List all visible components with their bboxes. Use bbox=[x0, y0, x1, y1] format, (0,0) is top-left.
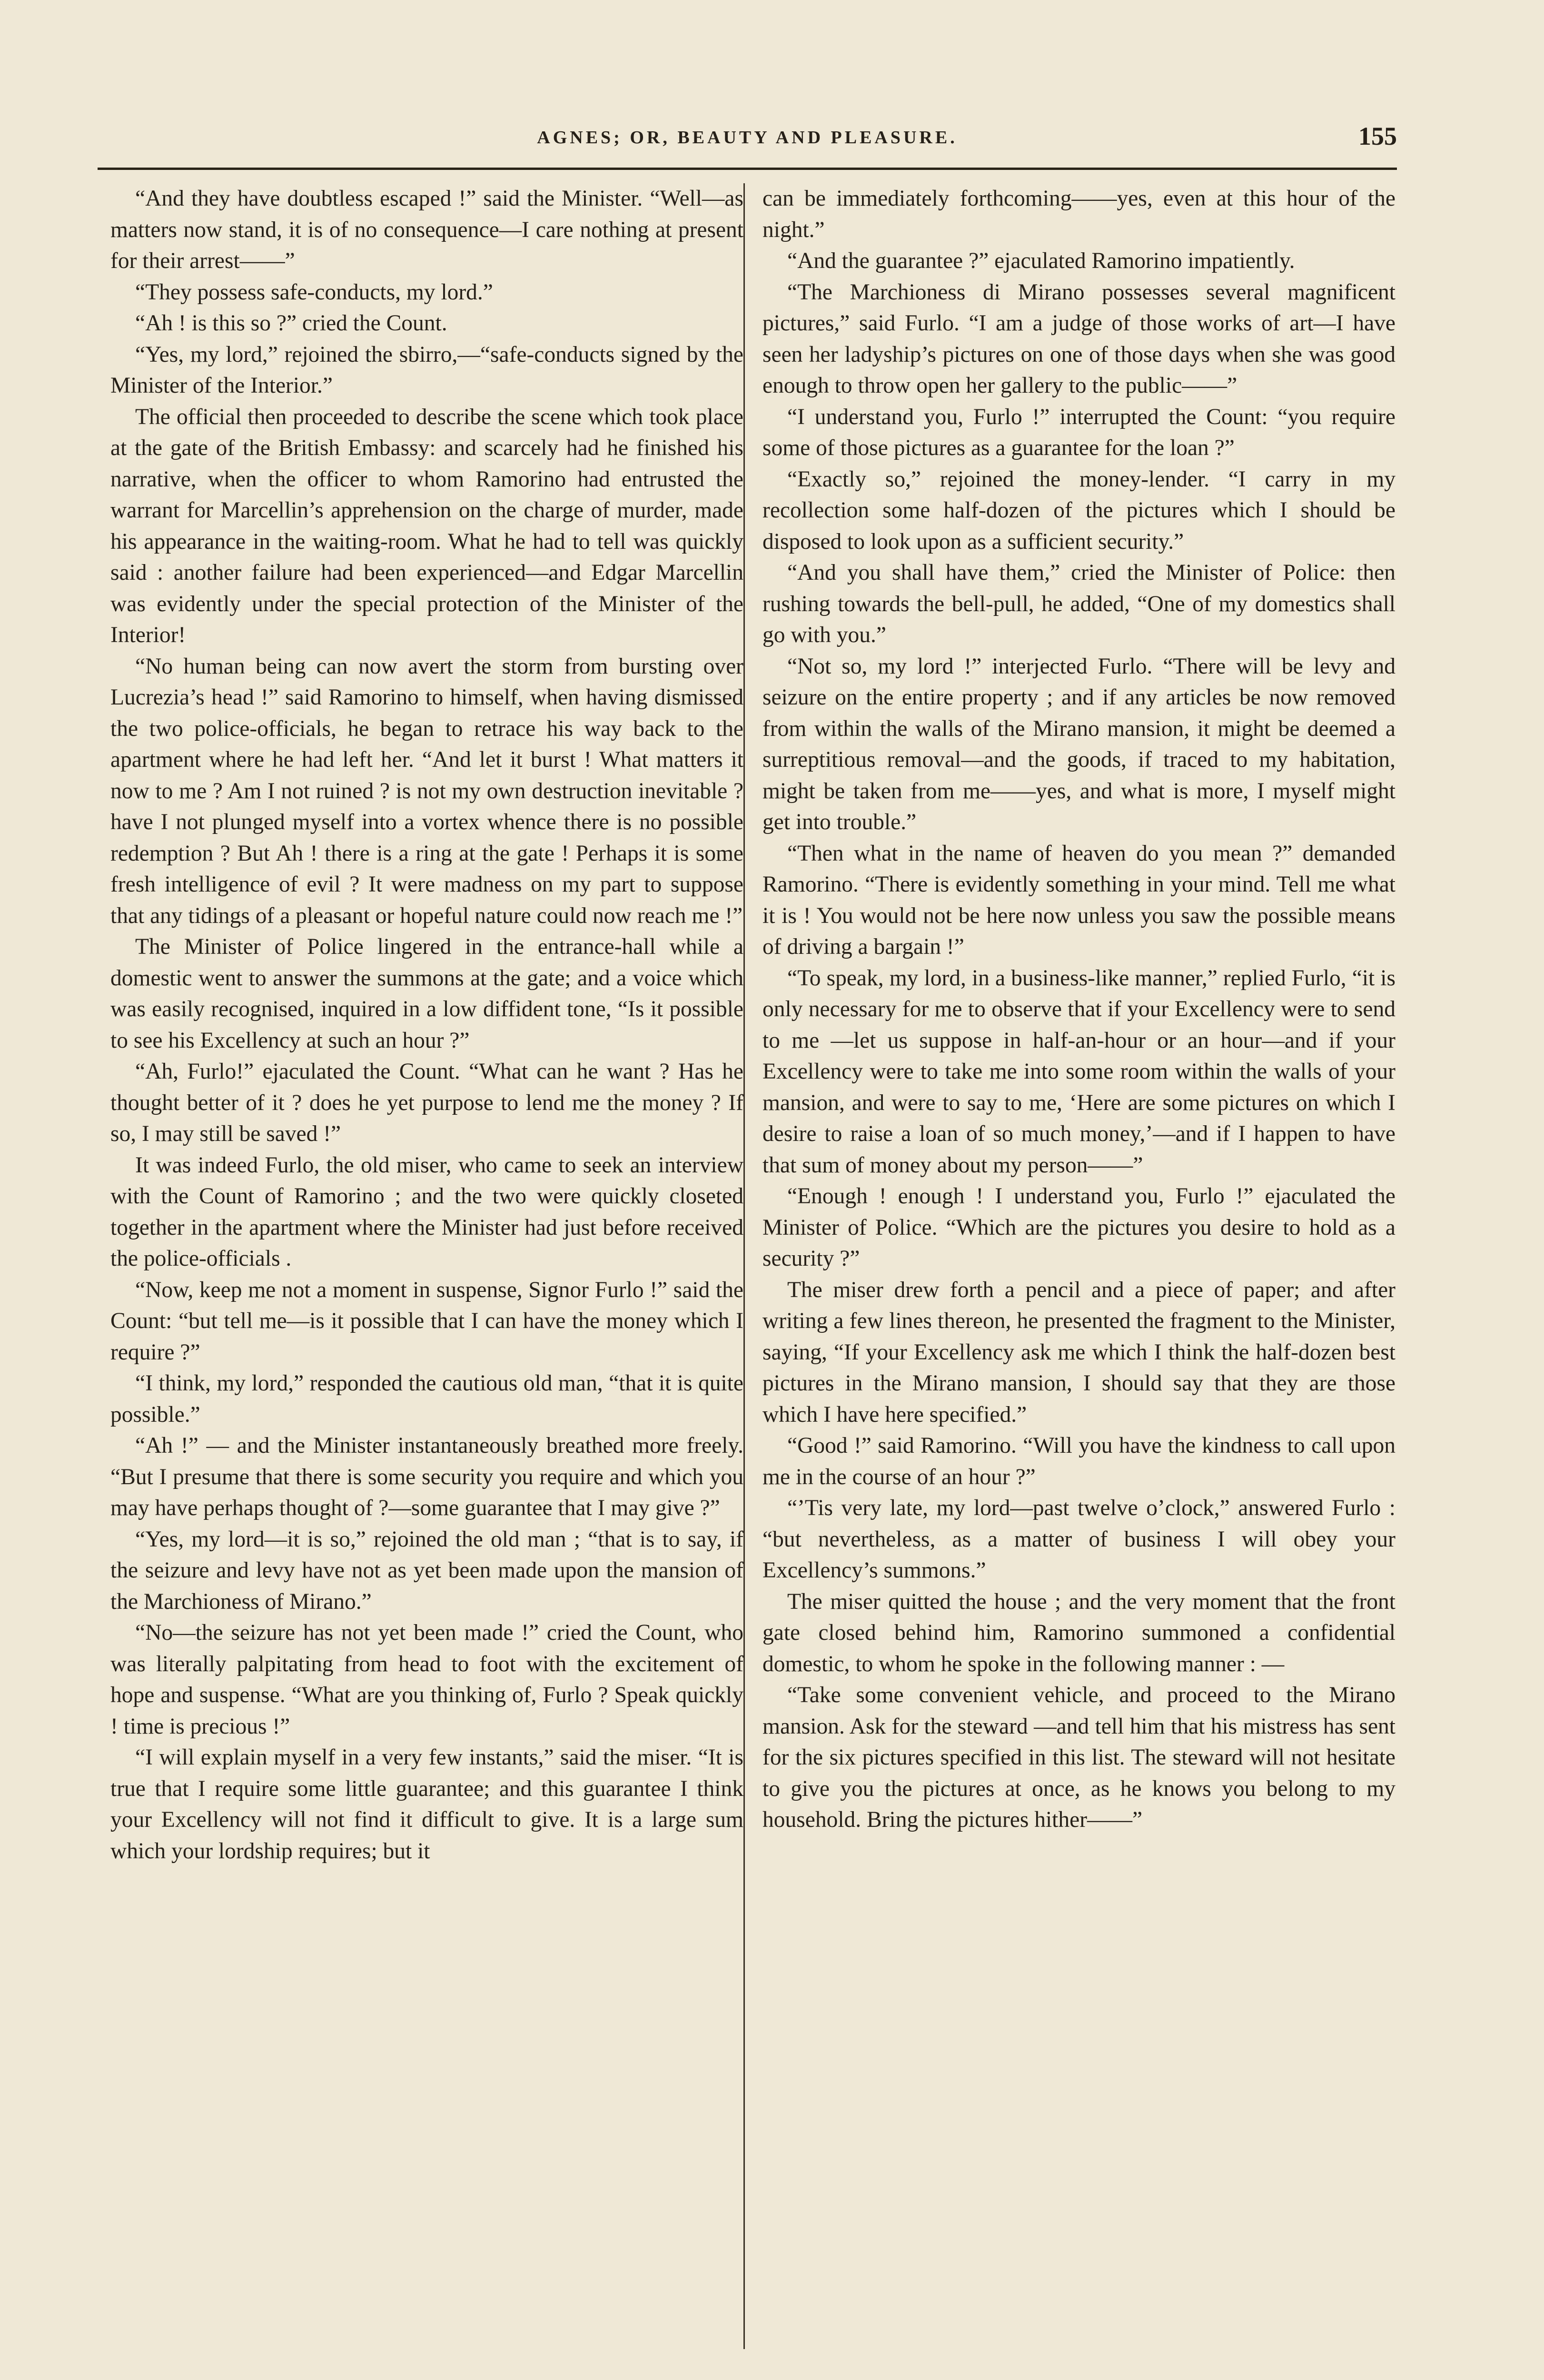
paragraph: “Ah, Furlo!” ejaculated the Count. “What can he want ? Has he thought better of it ? does he yet purpose to lend me the money ? If so, I may still be saved !” bbox=[110, 1059, 743, 1146]
paragraph: “Not so, my lord !” interjected Furlo. “There will be levy and seizure on the entire property ; and if any articles be now removed from within the walls of the Mirano mansion, it might be deemed a surreptitious removal—and the goods, if traced to my habitation, might be taken from me——yes, and what is more, I myself might get into trouble.” bbox=[762, 654, 1396, 834]
paragraph: The official then proceeded to describe the scene which took place at the gate of the British Embassy: and scarcely had he finished his narrative, when the officer to whom Ramorino had entrusted the warrant for Marcellin’s apprehension on the charge of murder, made his appearance in the waiting-room. What he had to tell was quickly said : another failure had been experienced—and Edgar Marcellin was evidently under the special protection of the Minister of the Interior! bbox=[110, 404, 743, 647]
paragraph: “The Marchioness di Mirano possesses several magnificent pictures,” said Furlo. “I am a judge of those works of art—I have seen her ladyship’s pictures on one of those days when she was good enough to throw open her gallery to the public——” bbox=[762, 279, 1396, 398]
paragraph: “I will explain myself in a very few instants,” said the miser. “It is true that I require some little guarantee; and this guarantee I think your Excellency will not find it difficult to give. It is a large sum which your lordship requires; but it bbox=[110, 1745, 743, 1864]
paragraph: “And you shall have them,” cried the Minister of Police: then rushing towards the bell-pull, he added, “One of my domestics shall go with you.” bbox=[762, 560, 1396, 647]
paragraph: “Good !” said Ramorino. “Will you have the kindness to call upon me in the course of an hour ?” bbox=[762, 1433, 1396, 1489]
paragraph: The Minister of Police lingered in the entrance-hall while a domestic went to answer the summons at the gate; and a voice which was easily recognised, inquired in a low diffident tone, “Is it possible to see his Excellency at such an hour ?” bbox=[110, 934, 743, 1053]
paragraph: “I understand you, Furlo !” interrupted the Count: “you require some of those pictures as a guarantee for the loan ?” bbox=[762, 404, 1396, 460]
paragraph: can be immediately forthcoming——yes, even at this hour of the night.” bbox=[762, 186, 1396, 242]
page-header bbox=[98, 121, 1397, 167]
paragraph: The miser drew forth a pencil and a piece of paper; and after writing a few lines thereon, he presented the fragment to the Minister, saying, “If your Excellency ask me which I think the half-dozen best pictures in the Mirano mansion, I should say that they are those which I have here specified.” bbox=[762, 1277, 1396, 1427]
paragraph: The miser quitted the house ; and the very moment that the front gate closed behind him, Ramorino summoned a confidential domestic, to whom he spoke in the following manner : — bbox=[762, 1589, 1396, 1676]
paragraph: It was indeed Furlo, the old miser, who came to seek an interview with the Count of Ramorino ; and the two were quickly closeted together in the apartment where the Minister had just before received the police-officials . bbox=[110, 1152, 743, 1271]
paragraph: “I think, my lord,” responded the cautious old man, “that it is quite possible.” bbox=[110, 1371, 743, 1427]
page-number: 155 bbox=[1358, 122, 1397, 150]
paragraph: “They possess safe-conducts, my lord.” bbox=[135, 279, 493, 305]
paragraph: “’Tis very late, my lord—past twelve o’clock,” answered Furlo : “but nevertheless, as a matter of business I will obey your Excellency’s summons.” bbox=[762, 1496, 1396, 1583]
paragraph: “Ah ! is this so ?” cried the Count. bbox=[135, 311, 447, 336]
paragraph: “Take some convenient vehicle, and proceed to the Mirano mansion. Ask for the steward —and tell him that his mistress has sent for the six pictures specified in this list. The steward will not hesitate to give you the pictures at once, as he knows you belong to my household. Bring the pictures hither——” bbox=[762, 1683, 1396, 1832]
paragraph: “Exactly so,” rejoined the money-lender. “I carry in my recollection some half-dozen of the pictures which I should be disposed to look upon as a sufficient security.” bbox=[762, 466, 1396, 554]
paragraph: “Then what in the name of heaven do you mean ?” demanded Ramorino. “There is evidently something in your mind. Tell me what it is ! You would not be here now unless you saw the possible means of driving a bargain !” bbox=[762, 841, 1396, 959]
right-column bbox=[762, 183, 1396, 2373]
paragraph: “To speak, my lord, in a business-like manner,” replied Furlo, “it is only necessary for me to observe that if your Excellency were to send to me —let us suppose in half-an-hour or an hour—and if your Excellency were to take me into some room within the walls of your mansion, and were to say to me, ‘Here are some pictures on which I desire to raise a loan of so much money,’—and if I happen to have that sum of money about my person——” bbox=[762, 965, 1396, 1178]
left-column bbox=[110, 183, 743, 2373]
paragraph: “Ah !” — and the Minister instantaneously breathed more freely. “But I presume that there is some security you require and which you may have perhaps thought of ?—some guarantee that I may give ?” bbox=[110, 1433, 743, 1520]
running-title: AGNES; OR, BEAUTY AND PLEASURE. bbox=[537, 128, 958, 148]
paragraph: “No—the seizure has not yet been made !” cried the Count, who was literally palpitating from head to foot with the excitement of hope and suspense. “What are you thinking of, Furlo ? Speak quickly ! time is precious !” bbox=[110, 1620, 743, 1739]
paragraph: “Enough ! enough ! I understand you, Furlo !” ejaculated the Minister of Police. “Which are the pictures you desire to hold as a security ?” bbox=[762, 1184, 1396, 1271]
paragraph: “Yes, my lord,” rejoined the sbirro,—“safe-conducts signed by the Minister of the Interior.” bbox=[110, 342, 743, 398]
paragraph: “No human being can now avert the storm from bursting over Lucrezia’s head !” said Ramorino to himself, when having dismissed the two police-officials, he began to retrace his way back to the apartment where he had left her. “And let it burst ! What matters it now to me ? Am I not ruined ? is not my own destruction inevitable ? have I not plunged myself into a vortex whence there is no possible redemption ? But Ah ! there is a ring at the gate ! Perhaps it is some fresh intelligence of evil ? It were madness on my part to suppose that any tidings of a pleasant or hopeful nature could now reach me !” bbox=[110, 654, 743, 928]
paragraph: “Yes, my lord—it is so,” rejoined the old man ; “that is to say, if the seizure and levy have not as yet been made upon the mansion of the Marchioness of Mirano.” bbox=[110, 1527, 743, 1614]
paragraph: “And they have doubtless escaped !” said the Minister. “Well—as matters now stand, it is of no consequence—I care nothing at present for their arrest——” bbox=[110, 186, 743, 273]
column-divider bbox=[743, 183, 745, 2349]
header-rule bbox=[98, 168, 1397, 170]
paragraph: “Now, keep me not a moment in suspense, Signor Furlo !” said the Count: “but tell me—is it possible that I can have the money which I require ?” bbox=[110, 1277, 743, 1365]
paragraph: “And the guarantee ?” ejaculated Ramorino impatiently. bbox=[787, 248, 1295, 273]
